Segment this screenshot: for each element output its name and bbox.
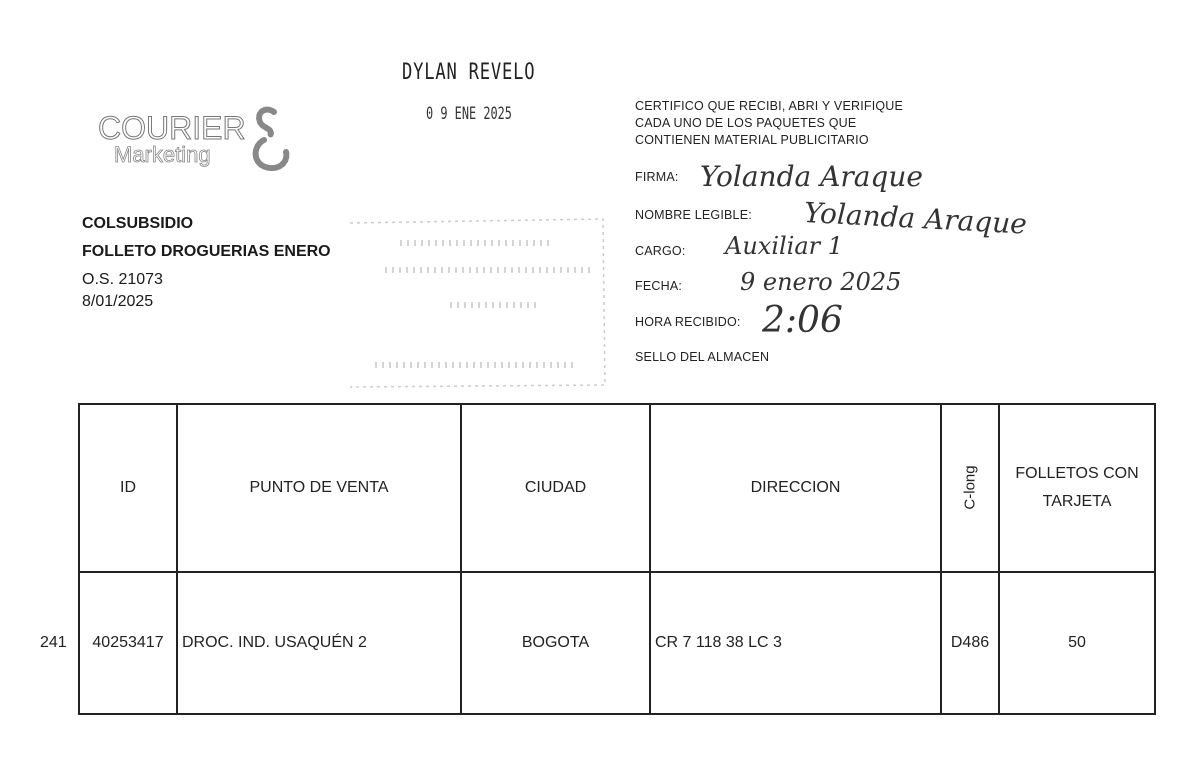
stamp-name: DYLAN REVELO [402,60,536,85]
fecha-label: FECHA: [635,279,683,293]
cargo-label: CARGO: [635,244,686,258]
nombre-value: Yolanda Araque [803,196,1028,241]
cell-ciudad: BOGOTA [461,572,650,714]
hora-value: 2:06 [762,300,843,341]
certificate-line-1: CERTIFICO QUE RECIBI, ABRI Y VERIFIQUE [635,99,904,113]
header-punto-de-venta: PUNTO DE VENTA [177,404,461,572]
firma-signature: Yolanda Araque [700,160,923,193]
cargo-value: Auxiliar 1 [725,232,844,260]
stamp-date: 0 9 ENE 2025 [426,104,512,124]
certificate-line-3: CONTIENEN MATERIAL PUBLICITARIO [635,133,869,147]
ampersand-logo-icon [244,104,294,174]
client-company: COLSUBSIDIO [82,215,194,232]
cell-c-long: D486 [941,572,999,714]
row-number: 241 [40,634,67,651]
header-ciudad: CIUDAD [461,404,650,572]
sello-label: SELLO DEL ALMACEN [635,350,770,364]
header-id: ID [79,404,177,572]
table-row [79,572,1155,714]
delivery-table [78,403,1156,715]
firma-label: FIRMA: [635,170,679,184]
cell-direccion: CR 7 118 38 LC 3 [650,572,941,714]
logo-word-courier: COURIER [98,110,246,146]
cell-folletos: 50 [999,572,1155,714]
header-folletos-text: FOLLETOS CON TARJETA [1015,465,1139,510]
table-header-row [79,404,1155,572]
client-info [82,210,331,310]
courier-marketing-logo [98,104,298,174]
client-date: 8/01/2025 [82,293,154,310]
client-description: FOLLETO DROGUERIAS ENERO [82,243,331,260]
hora-label: HORA RECIBIDO: [635,315,741,329]
faint-seal-stamp [345,215,610,390]
cell-punto-de-venta: DROC. IND. USAQUÉN 2 [177,572,461,714]
header-folletos [999,404,1155,572]
logo-word-marketing: Marketing [114,142,211,167]
fecha-value: 9 enero 2025 [740,268,902,296]
header-direccion: DIRECCION [650,404,941,572]
client-order: O.S. 21073 [82,271,163,288]
nombre-label: NOMBRE LEGIBLE: [635,208,752,222]
header-c-long-text: C-long [961,465,979,510]
certificate-line-2: CADA UNO DE LOS PAQUETES QUE [635,116,857,130]
certificate-statement [635,98,903,149]
header-c-long [941,404,999,572]
cell-id: 40253417 [79,572,177,714]
